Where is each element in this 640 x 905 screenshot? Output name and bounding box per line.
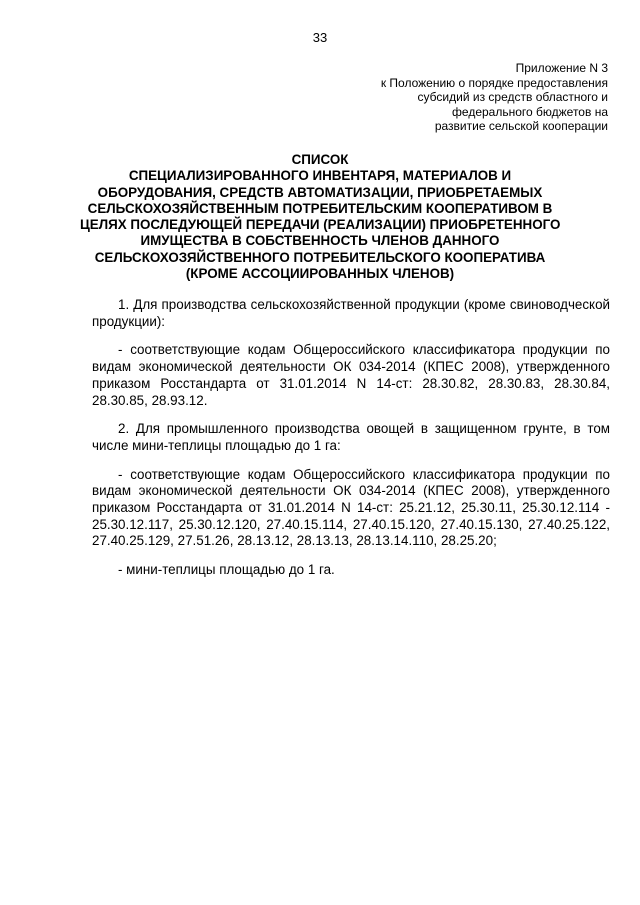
paragraph-codes-1: - соответствующие кодам Общероссийского классификатора продукции по видам экономической деятельности ОК 034-2014 (КПЕС 2008), утвержденного приказом Росстандарта от 31.01.2014 N 14-ст: 28.30.82, 28.30.83, 28.30.84, 28.30.85, 28.93.12.: [92, 342, 610, 408]
title-line: СЕЛЬСКОХОЗЯЙСТВЕННЫМ ПОТРЕБИТЕЛЬСКИМ КООПЕРАТИВОМ В: [87, 200, 553, 216]
paragraph-greenhouses: - мини-теплицы площадью до 1 га.: [118, 562, 335, 578]
page-number: 33: [312, 30, 328, 45]
paragraph-item-1: 1. Для производства сельскохозяйственной продукции (кроме свиноводческой продукции):: [92, 297, 610, 329]
appendix-reference: [348, 61, 608, 134]
title-line: (КРОМЕ АССОЦИИРОВАННЫХ ЧЛЕНОВ): [185, 266, 455, 282]
appendix-line: к Положению о порядке предоставления: [380, 75, 608, 90]
document-title: [80, 152, 560, 282]
document-body: [92, 297, 610, 591]
title-line: ЦЕЛЯХ ПОСЛЕДУЮЩЕЙ ПЕРЕДАЧИ (РЕАЛИЗАЦИИ) ПРИОБРЕТЕННОГО: [80, 217, 561, 233]
appendix-line: субсидий из средств областного и: [417, 90, 608, 105]
title-line: СПИСОК: [291, 152, 349, 167]
title-line: СЕЛЬСКОХОЗЯЙСТВЕННОГО ПОТРЕБИТЕЛЬСКОГО КООПЕРАТИВА: [94, 249, 546, 265]
title-line: ИМУЩЕСТВА В СОБСТВЕННОСТЬ ЧЛЕНОВ ДАННОГО: [140, 233, 500, 249]
appendix-line: Приложение N 3: [515, 61, 608, 75]
paragraph-item-2: 2. Для промышленного производства овощей в защищенном грунте, в том числе мини-теплицы площадью до 1 га:: [92, 421, 610, 453]
title-line: ОБОРУДОВАНИЯ, СРЕДСТВ АВТОМАТИЗАЦИИ, ПРИОБРЕТАЕМЫХ: [97, 184, 543, 200]
title-line: СПЕЦИАЛИЗИРОВАННОГО ИНВЕНТАРЯ, МАТЕРИАЛОВ И: [128, 168, 512, 184]
appendix-line: федерального бюджетов на: [452, 104, 608, 119]
paragraph-codes-2: - соответствующие кодам Общероссийского классификатора продукции по видам экономической деятельности ОК 034-2014 (КПЕС 2008), утвержденного приказом Росстандарта от 31.01.2014 N 14-ст: 25.21.12, 25.30.11, 25.30.12.114 - 25.30.12.117, 25.30.12.120, 27.40.15.114, 27.40.15.120, 27.40.15.130, 27.40.25.122, 27.40.25.129, 27.51.26, 28.13.12, 28.13.13, 28.13.14.110, 28.25.20;: [92, 466, 610, 549]
appendix-line: развитие сельской кооперации: [434, 119, 608, 134]
